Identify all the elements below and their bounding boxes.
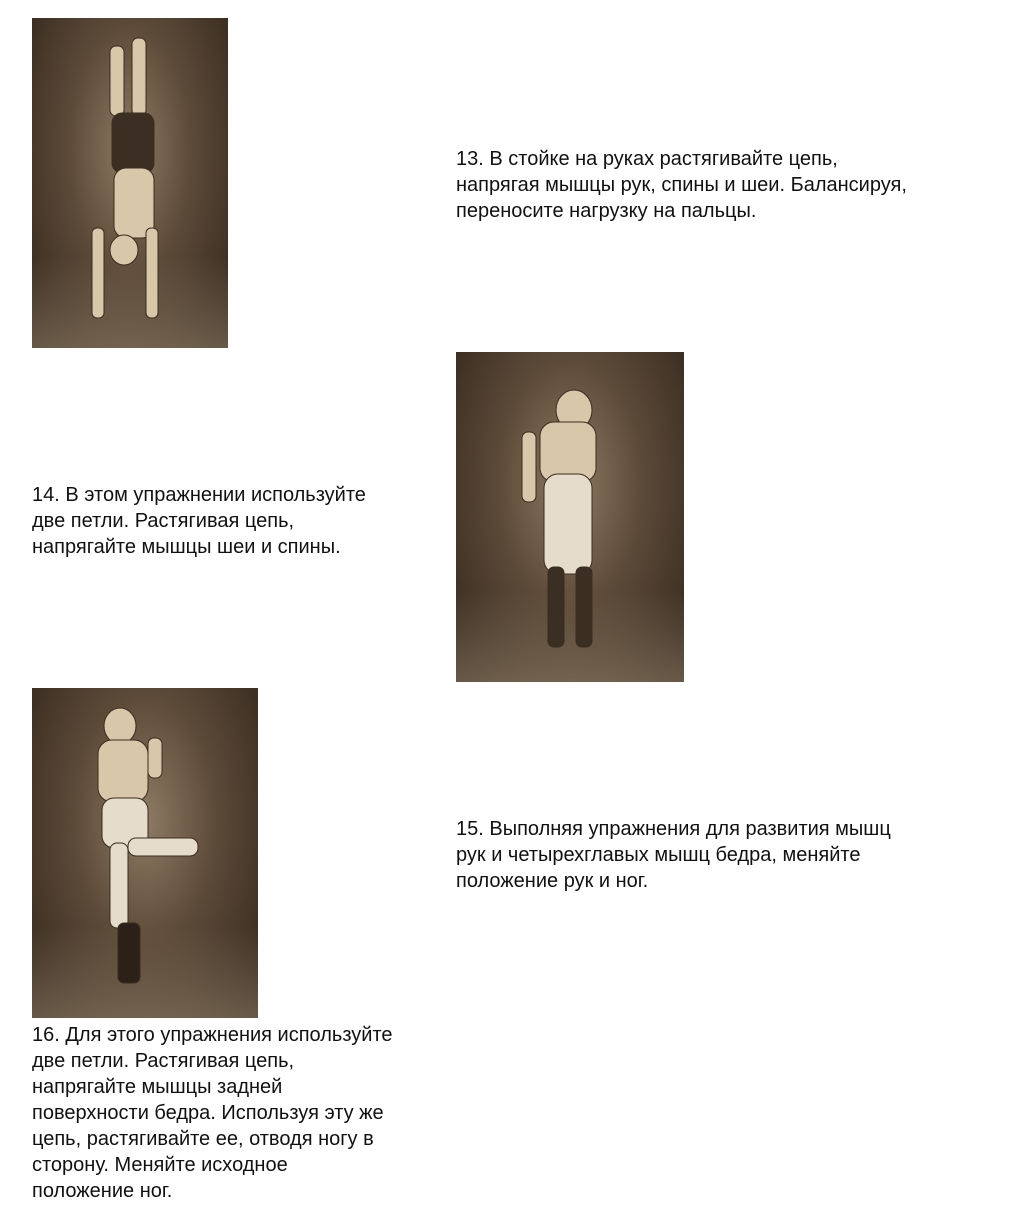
athlete-handstand-figure [32, 18, 228, 348]
photo-handstand [32, 18, 228, 348]
exercise-13-caption: 13. В стойке на руках растягивайте цепь, напрягая мышцы рук, спины и шеи. Балансируя, переносите нагрузку на пальцы. [456, 148, 907, 222]
exercise-14-caption: 14. В этом упражнении используйте две петли. Растягивая цепь, напрягайте мышцы шеи и спины. [32, 484, 366, 558]
exercise-16-caption: 16. Для этого упражнения используйте две петли. Растягивая цепь, напрягайте мышцы задней поверхности бедра. Используя эту же цепь, растягивайте ее, отводя ногу в сторону. Меняйте исходное положение ног. [32, 1024, 393, 1202]
exercise-15-caption: 15. Выполняя упражнения для развития мышц рук и четырехглавых мышц бедра, меняйте положение рук и ног. [456, 818, 891, 892]
athlete-bent-neck-figure [456, 352, 684, 682]
photo-bent-neck-chain [456, 352, 684, 682]
photo-leg-raise-chain [32, 688, 258, 1018]
athlete-leg-raise-figure [32, 688, 258, 1018]
